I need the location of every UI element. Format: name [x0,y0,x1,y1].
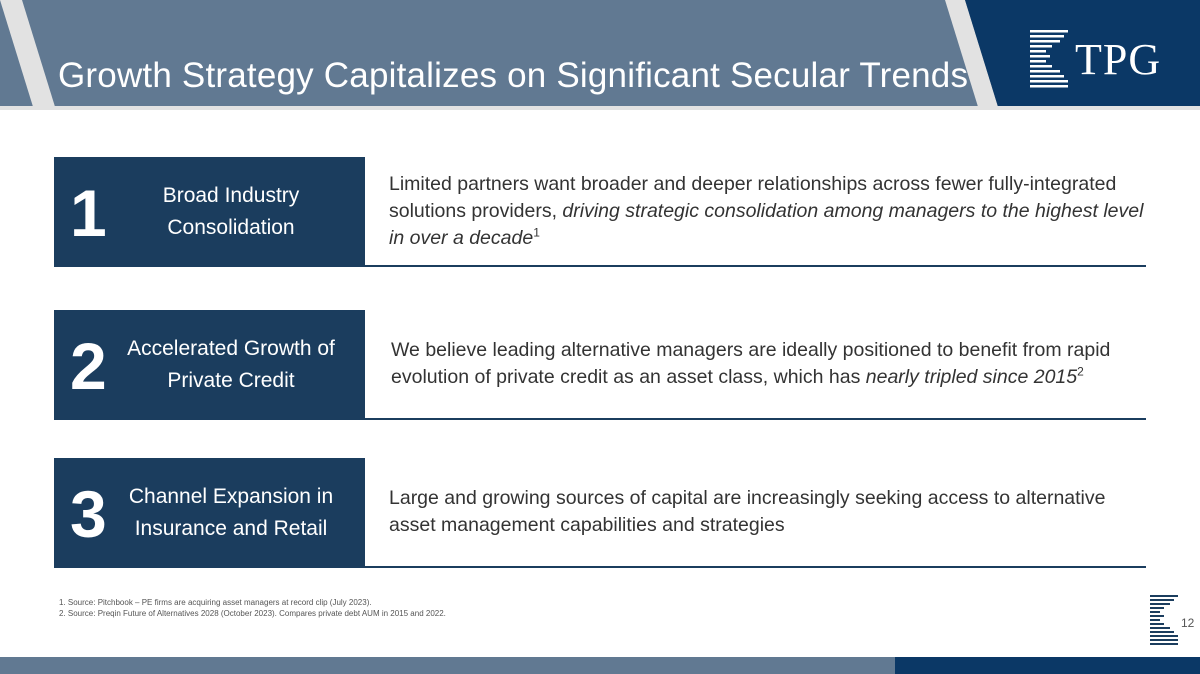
strategy-label: Accelerated Growth of Private Credit [127,337,335,392]
description-emphasis: nearly tripled since 2015 [865,366,1078,388]
strategy-row-2 [54,310,1146,420]
description-text: Limited partners want broader and deeper relationships across fewer fully-integrated solutions providers, [389,172,1117,222]
footnote-2: 2. Source: Preqin Future of Alternatives 2028 (October 2023). Compares private debt AUM in 2015 and 2022. [59,609,446,618]
description-emphasis: driving strategic consolidation among managers to the highest level in over a decade [389,199,1144,249]
strategy-description [389,157,1149,265]
strategy-row-1 [54,157,1146,267]
strategy-number: 2 [70,329,107,403]
header-banner [0,0,1200,110]
tpg-logo [1030,28,1170,90]
row-divider [54,566,1146,568]
row-divider [54,418,1146,420]
strategy-box-2 [54,310,365,420]
tpg-logo-mark-icon [1030,28,1074,90]
description-text: Large and growing sources of capital are increasingly seeking access to alternative asset management capabilities and strategies [389,487,1106,536]
row-divider [54,265,1146,267]
page-number: 12 [1181,616,1195,630]
footnote-1: 1. Source: Pitchbook – PE firms are acquiring asset managers at record clip (July 2023). [59,598,372,607]
strategy-description [391,310,1151,418]
strategy-row-3 [54,458,1146,568]
strategy-box-3 [54,458,365,568]
strategy-description [389,458,1149,566]
footnote-ref: 1 [533,225,540,239]
strategy-label: Channel Expansion in Insurance and Retail [128,485,334,540]
page-title: Growth Strategy Capitalizes on Significant Secular Trends [58,56,969,95]
strategy-number: 3 [70,477,107,551]
tpg-logo-text: TPG [1075,35,1162,84]
strategy-number: 1 [70,176,107,250]
footnotes [59,597,446,619]
footnote-ref: 2 [1077,364,1084,379]
strategy-box-1 [54,157,365,267]
footer-bar [0,657,1200,674]
strategy-label: Broad Industry Consolidation [162,184,300,239]
description-text: We believe leading alternative managers are ideally positioned to benefit from rapid evolution of private credit as an asset class, which has [391,339,1111,388]
